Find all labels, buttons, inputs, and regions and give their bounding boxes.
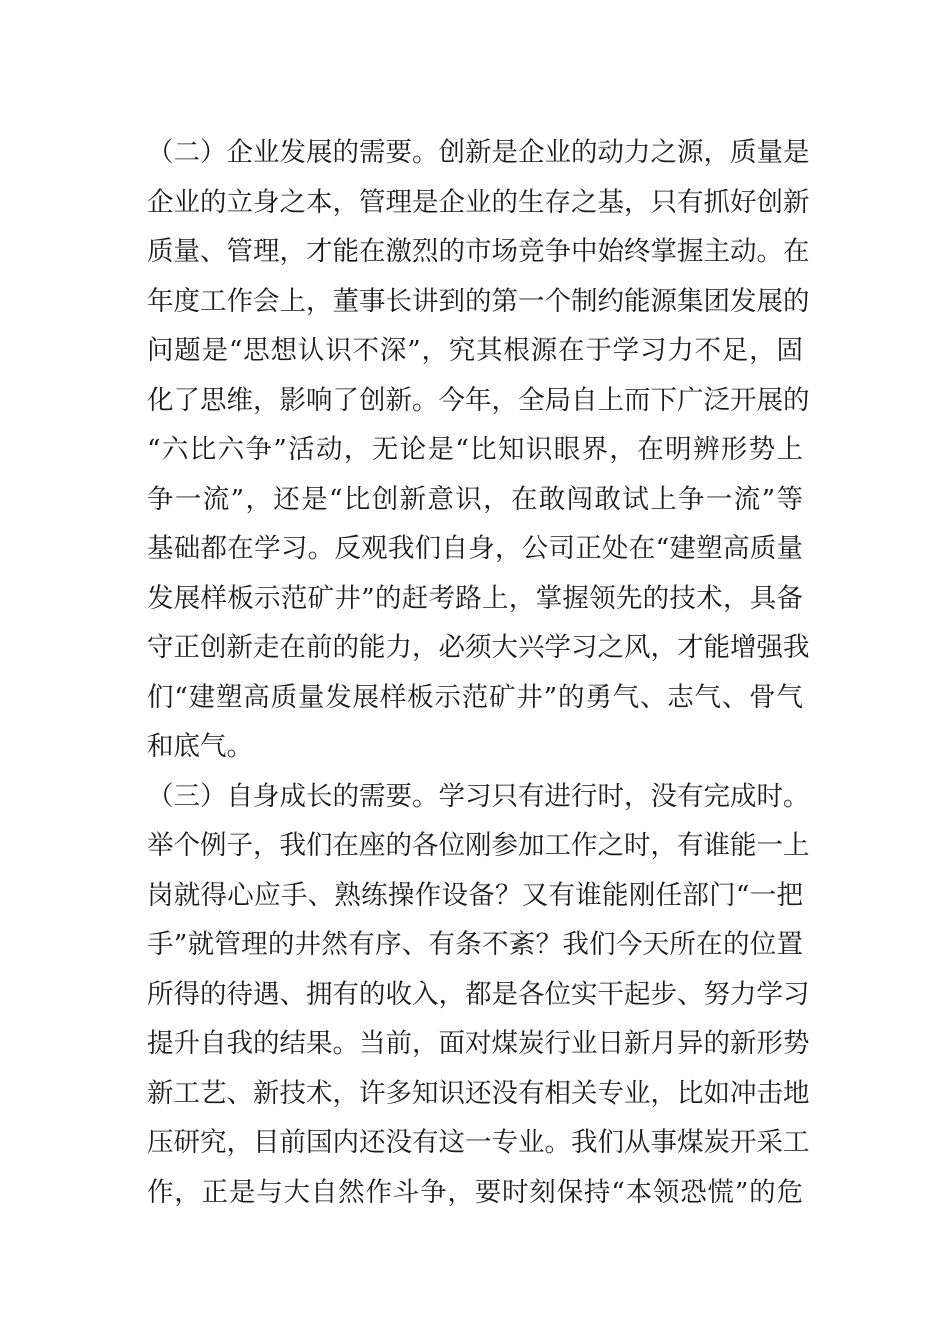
text-line: 所得的待遇、拥有的收入，都是各位实干起步、努力学习 — [147, 979, 810, 1010]
text-line: 作，正是与大自然作斗争，要时刻保持“本领恐慌”的危 — [147, 1177, 803, 1208]
text-line: 企业的立身之本，管理是企业的生存之基，只有抓好创新 — [147, 187, 810, 218]
text-line: 压研究，目前国内还没有这一专业。我们从事煤炭开采工 — [147, 1127, 810, 1158]
text-line: 发展样板示范矿井”的赶考路上，掌握领先的技术，具备 — [147, 583, 803, 614]
text-line: 手”就管理的井然有序、有条不紊？我们今天所在的位置 — [147, 929, 803, 960]
text-line: 化了思维，影响了创新。今年，全局自上而下广泛开展的 — [147, 385, 810, 416]
text-line: 守正创新走在前的能力，必须大兴学习之风，才能增强我 — [147, 632, 810, 663]
text-line: 和底气。 — [147, 731, 253, 762]
text-line: 年度工作会上，董事长讲到的第一个制约能源集团发展的 — [147, 286, 810, 317]
text-line: 问题是“思想认识不深”，究其根源在于学习力不足，固 — [147, 335, 803, 366]
text-line: 们“建塑高质量发展样板示范矿井”的勇气、志气、骨气 — [147, 682, 803, 713]
text-line: 岗就得心应手、熟练操作设备？又有谁能刚任部门“一把 — [147, 880, 803, 911]
text-line: 提升自我的结果。当前，面对煤炭行业日新月异的新形势 — [147, 1028, 810, 1059]
text-line: “六比六争”活动，无论是“比知识眼界，在明辨形势上 — [147, 434, 803, 465]
text-line: （二）企业发展的需要。创新是企业的动力之源，质量是 — [147, 137, 810, 168]
text-line: 新工艺、新技术，许多知识还没有相关专业，比如冲击地 — [147, 1078, 810, 1109]
text-line: 举个例子，我们在座的各位刚参加工作之时，有谁能一上 — [147, 830, 810, 861]
text-line: （三）自身成长的需要。学习只有进行时，没有完成时。 — [147, 781, 810, 812]
text-line: 质量、管理，才能在激烈的市场竞争中始终掌握主动。在 — [147, 236, 810, 267]
text-line: 争一流”，还是“比创新意识，在敢闯敢试上争一流”等 — [147, 484, 803, 515]
text-line: 基础都在学习。反观我们自身，公司正处在“建塑高质量 — [147, 533, 803, 564]
